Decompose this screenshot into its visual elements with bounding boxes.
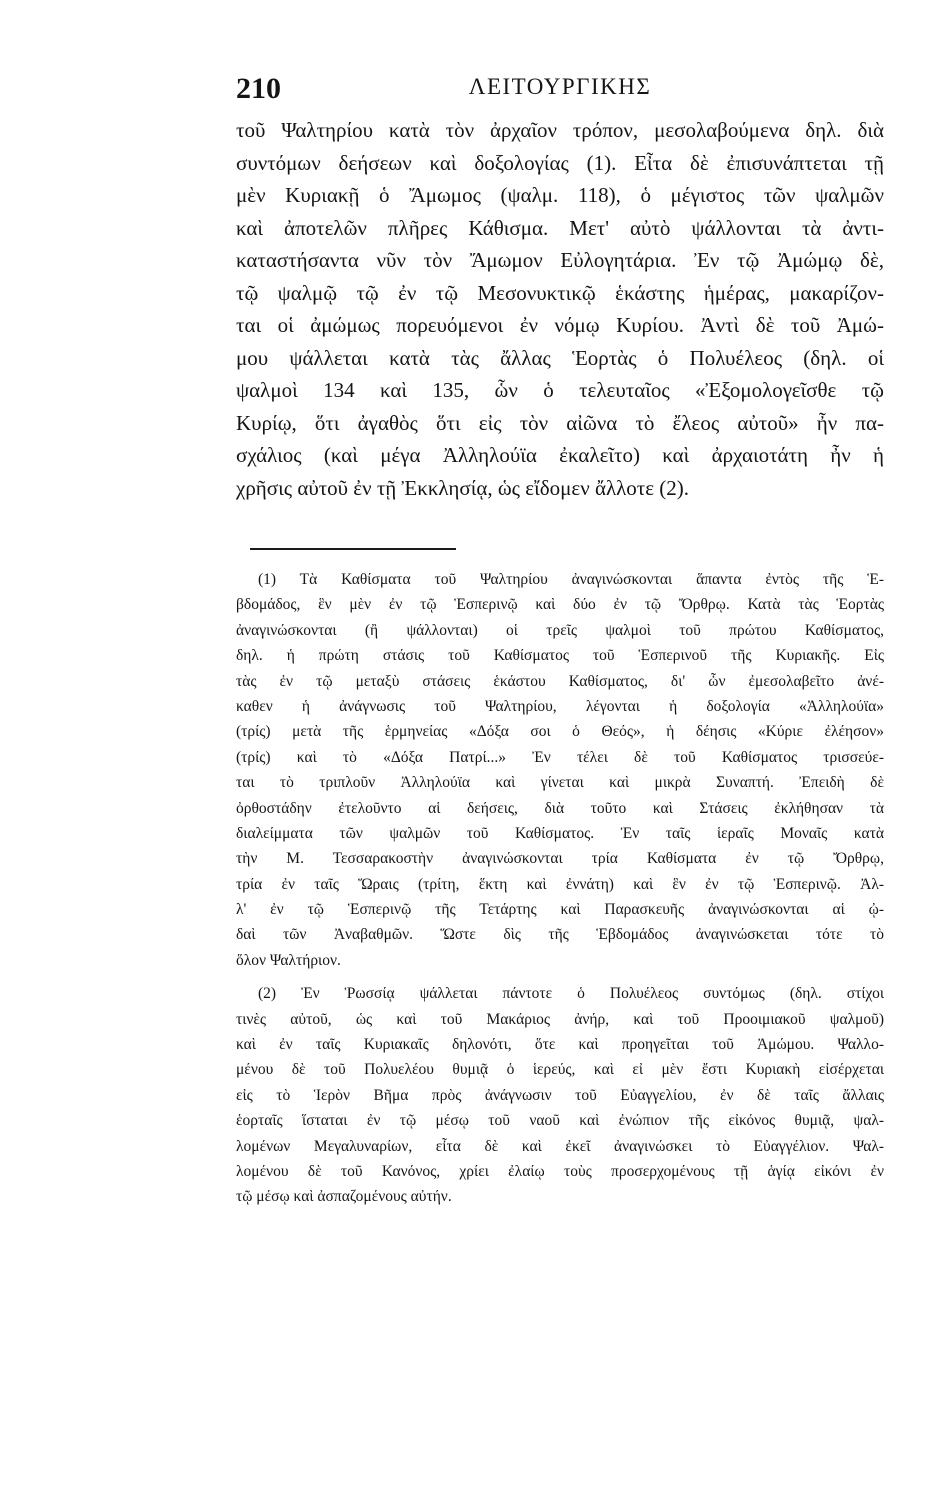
text-line: ται οἱ ἀμώμως πορευόμενοι ἐν νόμῳ Κυρίου. Ἀντὶ δὲ τοῦ Ἀμώ- [236, 313, 884, 337]
footnote-line: διαλείμματα τῶν ψαλμῶν τοῦ Καθίσματος. Ἐν ταῖς ἱεραῖς Μοναῖς κατὰ [236, 824, 884, 842]
footnotes [236, 567, 884, 1210]
footnote-2 [236, 981, 884, 1210]
footnote-line: λομένου δὲ τοῦ Κανόνος, χρίει ἐλαίῳ τοὺς προσερχομένους τῇ ἁγίᾳ εἰκόνι ἐν [236, 1162, 884, 1180]
running-title: ΛΕΙΤΟΥΡΓΙΚΗΣ [468, 74, 652, 99]
footnote-line: καθεν ἡ ἀνάγνωσις τοῦ Ψαλτηρίου, λέγονται ἡ δοξολογία «Ἀλληλούϊα» [236, 697, 884, 715]
footnote-line: τὴν Μ. Τεσσαρακοστὴν ἀναγινώσκονται τρία Καθίσματα ἐν τῷ Ὄρθρῳ, [236, 850, 884, 868]
footnote-line: δαὶ τῶν Ἀναβαθμῶν. Ὥστε δὶς τῆς Ἑβδομάδος ἀναγινώσκεται τότε τὸ [236, 926, 884, 944]
footnote-line: (2) Ἐν Ῥωσσίᾳ ψάλλεται πάντοτε ὁ Πολυέλεος συντόμως (δηλ. στίχοι [258, 985, 884, 1003]
footnote-line: μένου δὲ τοῦ Πολυελέου θυμιᾷ ὁ ἱερεύς, καὶ εἰ μὲν ἔστι Κυριακὴ εἰσέρχεται [236, 1061, 884, 1079]
footnote-1 [236, 567, 884, 973]
main-text [236, 114, 884, 504]
text-line: χρῆσις αὐτοῦ ἐν τῇ Ἐκκλησίᾳ, ὡς εἴδομεν ἄλλοτε (2). [236, 475, 690, 500]
footnote-line: δηλ. ἡ πρώτη στάσις τοῦ Καθίσματος τοῦ Ἑσπερινοῦ τῆς Κυριακῆς. Εἰς [236, 647, 884, 665]
text-line: Κυρίῳ, ὅτι ἀγαθὸς ὅτι εἰς τὸν αἰῶνα τὸ ἔλεος αὐτοῦ» ἦν πα- [236, 410, 884, 435]
text-line: μὲν Κυριακῇ ὁ Ἄμωμος (ψαλμ. 118), ὁ μέγιστος τῶν ψαλμῶν [236, 183, 884, 207]
footnote-line: ἀναγινώσκονται (ἢ ψάλλονται) οἱ τρεῖς ψαλμοὶ τοῦ πρώτου Καθίσματος, [236, 621, 884, 639]
text-line: τοῦ Ψαλτηρίου κατὰ τὸν ἀρχαῖον τρόπον, μεσολαβούμενα δηλ. διὰ [236, 118, 884, 142]
footnote-line: τὰς ἐν τῷ μεταξὺ στάσεις ἑκάστου Καθίσματος, δι' ὧν ἐμεσολαβεῖτο ἀνέ- [236, 672, 884, 690]
footnote-line: λομένων Μεγαλυναρίων, εἶτα δὲ καὶ ἐκεῖ ἀναγινώσκει τὸ Εὐαγγέλιον. Ψαλ- [236, 1137, 884, 1155]
footnote-line: (1) Τὰ Καθίσματα τοῦ Ψαλτηρίου ἀναγινώσκονται ἅπαντα ἐντὸς τῆς Ἑ- [258, 571, 884, 588]
footnote-line: τῷ μέσῳ καὶ ἀσπαζομένους αὐτήν. [236, 1188, 452, 1206]
text-line: καὶ ἀποτελῶν πλῆρες Κάθισμα. Μετ' αὐτὸ ψάλλονται τὰ ἀντι- [236, 215, 884, 240]
footnote-line: ἑορταῖς ἵσταται ἐν τῷ μέσῳ τοῦ ναοῦ καὶ ἐνώπιον τῆς εἰκόνος θυμιᾷ, ψαλ- [236, 1112, 884, 1130]
text-line: μου ψάλλεται κατὰ τὰς ἄλλας Ἑορτὰς ὁ Πολυέλεος (δηλ. οἱ [236, 345, 884, 370]
footnote-line: τρία ἐν ταῖς Ὥραις (τρίτη, ἕκτη καὶ ἐννάτη) καὶ ἓν ἐν τῷ Ἑσπερινῷ. Ἀλ- [236, 875, 884, 893]
footnote-line: λ' ἐν τῷ Ἑσπερινῷ τῆς Τετάρτης καὶ Παρασκευῆς ἀναγινώσκονται αἱ ᾠ- [236, 901, 884, 919]
text-line: καταστήσαντα νῦν τὸν Ἄμωμον Εὐλογητάρια. Ἐν τῷ Ἀμώμῳ δὲ, [236, 248, 884, 272]
text-line: σχάλιος (καὶ μέγα Ἀλληλούϊα ἐκαλεῖτο) καὶ ἀρχαιοτάτη ἦν ἡ [236, 443, 884, 467]
footnote-line: τινὲς αὐτοῦ, ὡς καὶ τοῦ Μακάριος ἀνήρ, καὶ τοῦ Προοιμιακοῦ ψαλμοῦ) [236, 1010, 884, 1028]
footnote-line: βδομάδος, ἓν μὲν ἐν τῷ Ἑσπερινῷ καὶ δύο ἐν τῷ Ὄρθρῳ. Κατὰ τὰς Ἑορτὰς [236, 596, 884, 614]
page-header [236, 70, 884, 110]
text-line: τῷ ψαλμῷ τῷ ἐν τῷ Μεσονυκτικῷ ἑκάστης ἡμέρας, μακαρίζον- [236, 280, 884, 305]
footnote-line: καὶ ἐν ταῖς Κυριακαῖς δηλονότι, ὅτε καὶ προηγεῖται τοῦ Ἀμώμου. Ψαλλο- [236, 1036, 884, 1054]
page-number: 210 [236, 72, 281, 105]
footnote-line: (τρίς) καὶ τὸ «Δόξα Πατρί...» Ἐν τέλει δὲ τοῦ Καθίσματος τρισσεύε- [236, 748, 884, 766]
text-line: συντόμων δεήσεων καὶ δοξολογίας (1). Εἶτα δὲ ἐπισυνάπτεται τῇ [236, 150, 884, 175]
footnote-line: ὅλον Ψαλτήριον. [236, 951, 341, 969]
text-line: ψαλμοὶ 134 καὶ 135, ὧν ὁ τελευταῖος «Ἐξομολογεῖσθε τῷ [236, 378, 884, 402]
footnote-line: ται τὸ τριπλοῦν Ἀλληλούϊα καὶ γίνεται καὶ μικρὰ Συναπτή. Ἐπειδὴ δὲ [236, 774, 884, 792]
footnote-line: (τρίς) μετὰ τῆς ἑρμηνείας «Δόξα σοι ὁ Θεός», ἡ δέησις «Κύριε ἐλέησον» [236, 723, 884, 741]
footnote-line: ὀρθοστάδην ἐτελοῦντο αἱ δεήσεις, διὰ τοῦτο καὶ Στάσεις ἐκλήθησαν τὰ [236, 799, 884, 817]
footnote-divider [250, 548, 456, 550]
footnote-line: εἰς τὸ Ἱερὸν Βῆμα πρὸς ἀνάγνωσιν τοῦ Εὐαγγελίου, ἐν δὲ ταῖς ἄλλαις [236, 1086, 884, 1104]
